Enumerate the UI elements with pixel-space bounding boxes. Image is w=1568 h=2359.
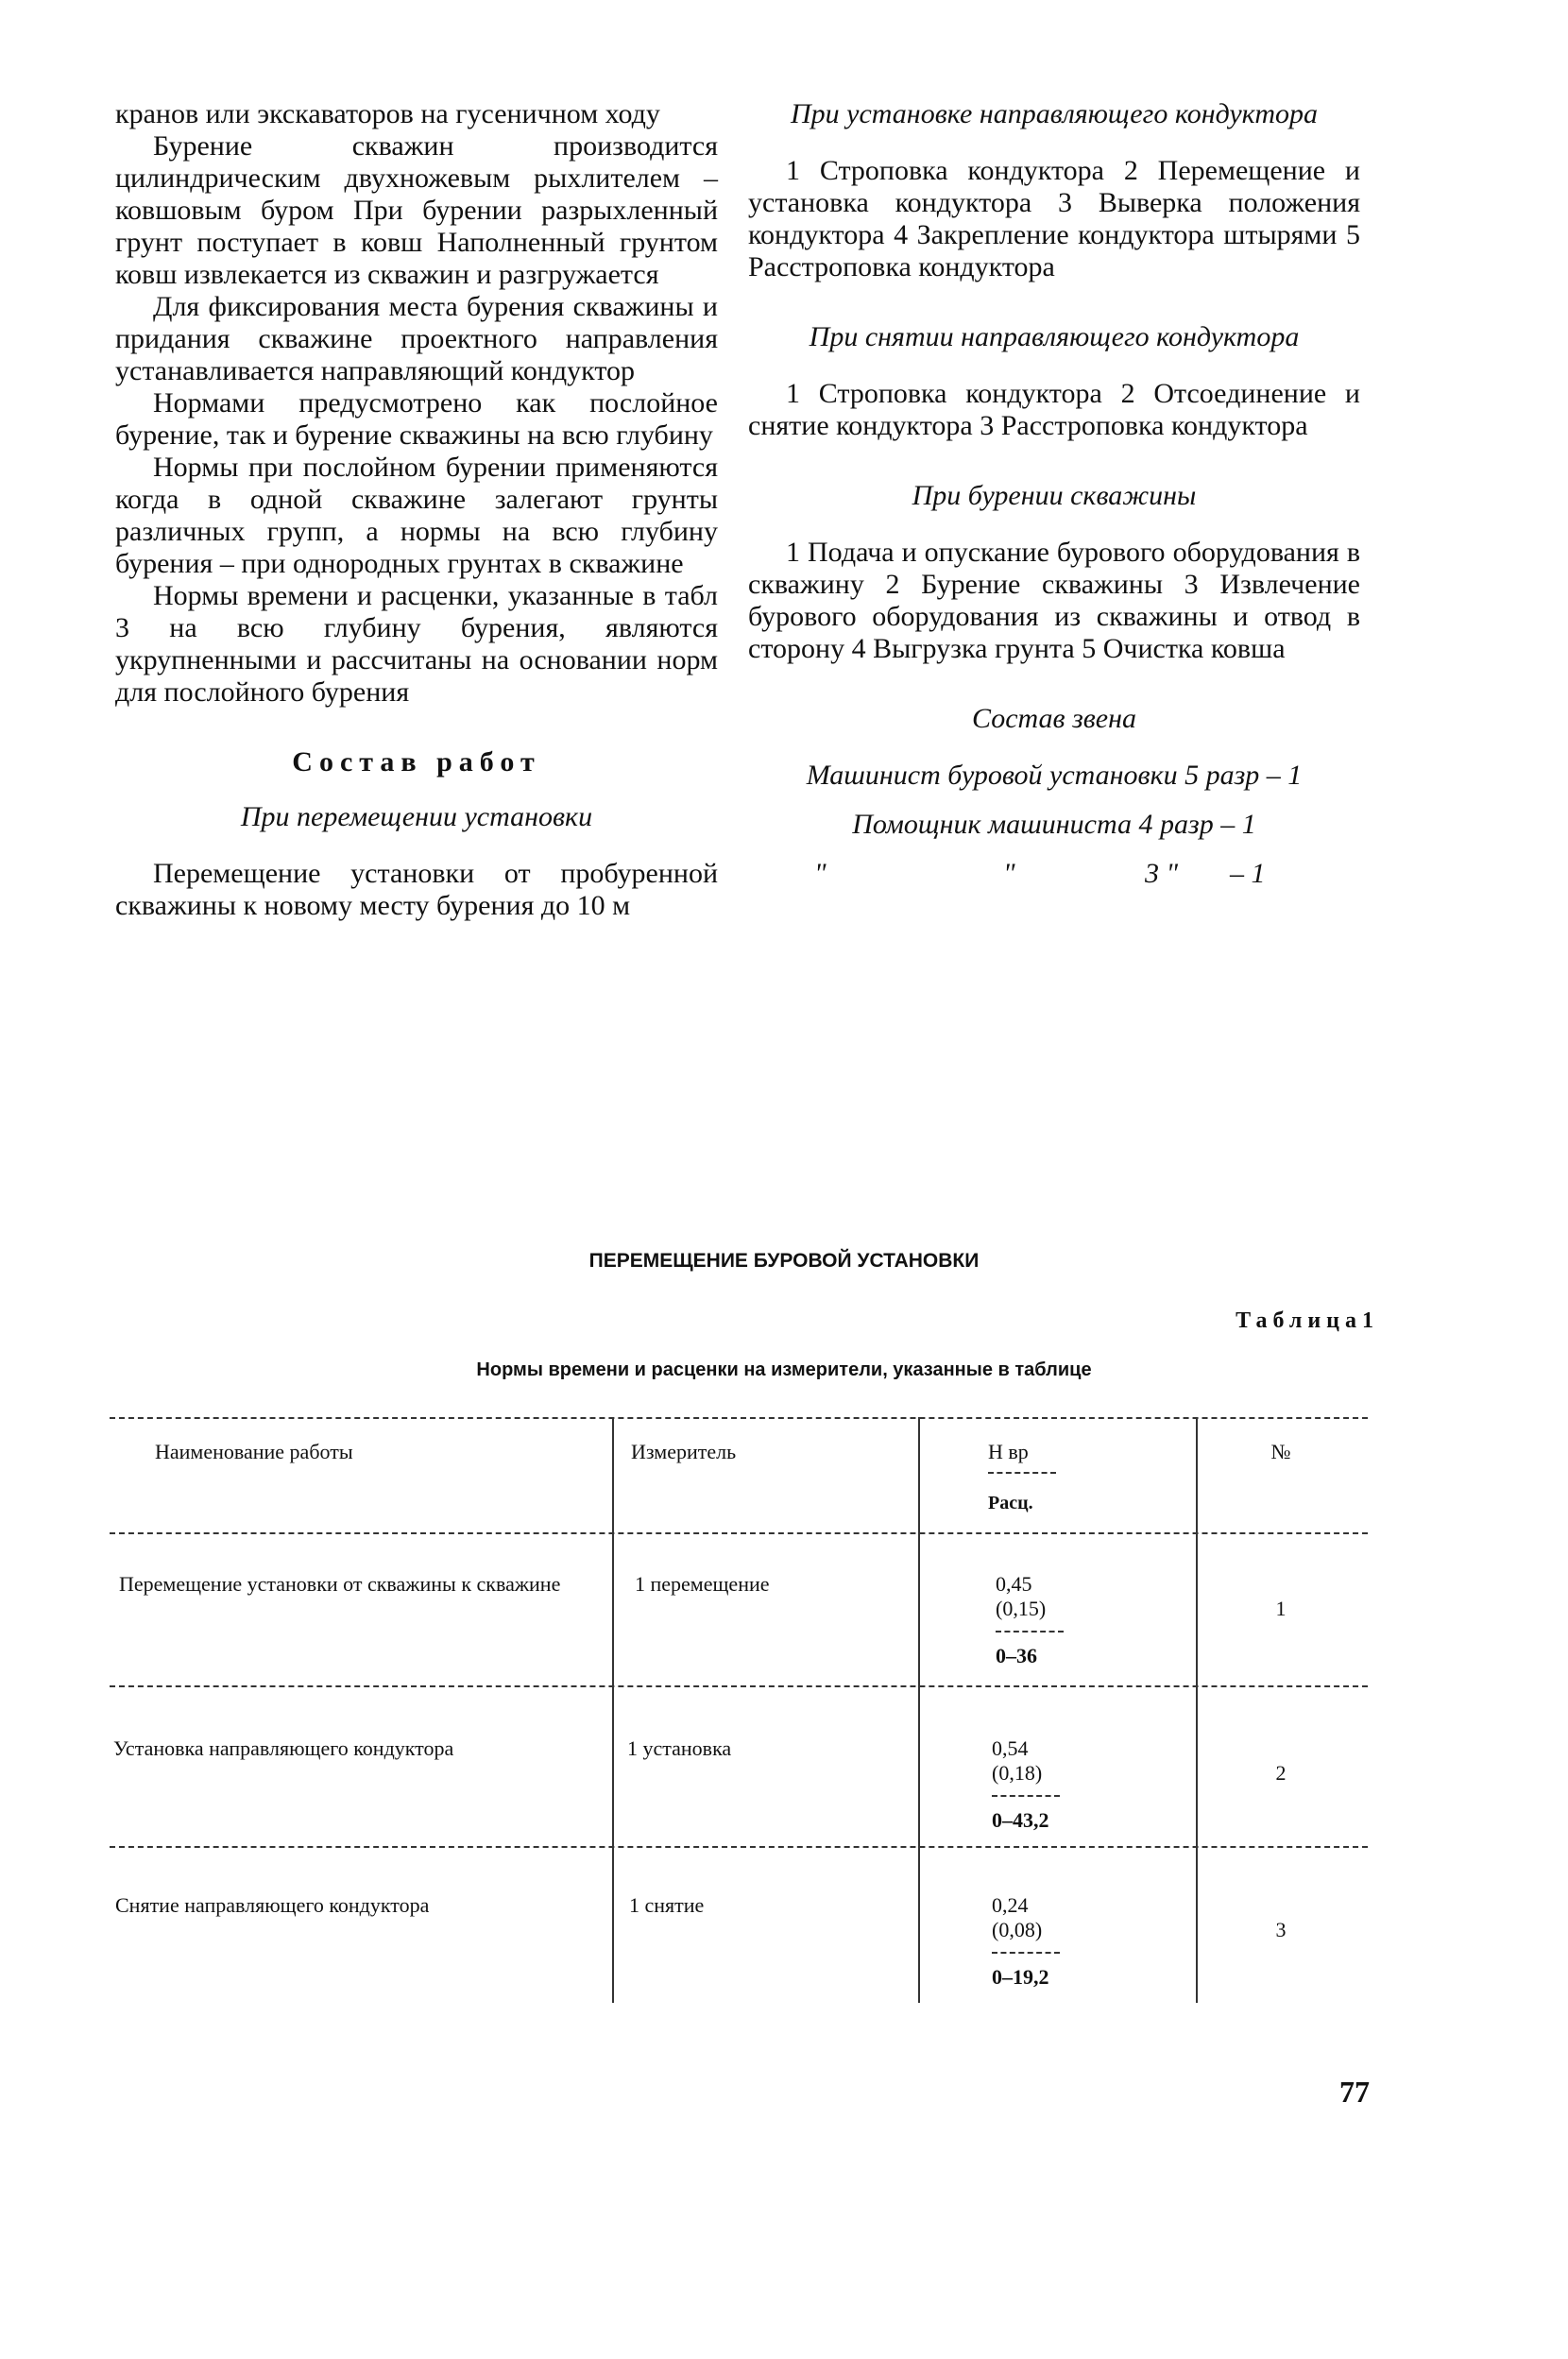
row-rate: 0–43,2 xyxy=(992,1808,1049,1832)
row-norm-machine: (0,18) xyxy=(992,1761,1043,1785)
table-rule xyxy=(110,1532,1368,1534)
crew-count: – 1 xyxy=(1230,858,1266,889)
right-column xyxy=(748,98,1360,890)
row-number: 3 xyxy=(1275,1918,1287,1941)
paragraph: Бурение скважин производится цилиндрическим двухножевым рыхлителем – ковшовым буром При бурении разрыхленный грунт поступает в ковш Наполненный грунтом ковш извлекается из скважин и разгружается xyxy=(115,130,718,290)
paragraph: кранов или экскаваторов на гусеничном ходу xyxy=(115,98,660,129)
table-divider xyxy=(918,1417,920,2003)
fraction-rule xyxy=(992,1795,1060,1797)
subheading: При бурении скважины xyxy=(912,480,1197,511)
row-number: 1 xyxy=(1275,1597,1287,1620)
paragraph: 1 Строповка кондуктора 2 Отсоединение и снятие кондуктора 3 Расстроповка кондуктора xyxy=(748,378,1360,441)
row-norm: 0,24 xyxy=(992,1893,1029,1917)
subheading: При установке направляющего кондуктора xyxy=(790,98,1318,129)
row-norm: 0,54 xyxy=(992,1736,1029,1760)
page-number: 77 xyxy=(1339,2075,1370,2109)
table-rule xyxy=(110,1417,1368,1419)
paragraph: Нормами предусмотрено как послойное бурение, так и бурение скважины на всю глубину xyxy=(115,387,718,451)
subheading: При снятии направляющего кондуктора xyxy=(809,321,1300,352)
row-rate: 0–19,2 xyxy=(992,1965,1049,1989)
header-name: Наименование работы xyxy=(155,1440,353,1463)
header-rate: Расц. xyxy=(988,1493,1033,1513)
table-label: Таблица1 xyxy=(1236,1308,1379,1333)
paragraph: Нормы времени и расценки, указанные в табл 3 на всю глубину бурения, являются укрупненными и рассчитаны на основании норм для послойного бурения xyxy=(115,580,718,708)
paragraph: Нормы при послойном бурении применяются когда в одной скважине залегают грунты различных групп, а нормы на всю глубину бурения – при однородных грунтах в скважине xyxy=(115,452,718,579)
table-divider xyxy=(612,1417,614,2003)
table-divider xyxy=(1196,1417,1198,2003)
header-number: № xyxy=(1270,1440,1291,1463)
paragraph: 1 Строповка кондуктора 2 Перемещение и установка кондуктора 3 Выверка положения кондуктора 4 Закрепление кондуктора штырями 5 Расстроповка кондуктора xyxy=(748,155,1360,282)
row-unit: 1 снятие xyxy=(629,1893,705,1917)
ditto-mark: " xyxy=(1003,858,1015,889)
row-name: Установка направляющего кондуктора xyxy=(113,1736,454,1760)
row-norm-machine: (0,15) xyxy=(996,1597,1047,1620)
paragraph: Для фиксирования места бурения скважины и придания скважине проектного направления устанавливается направляющий кондуктор xyxy=(115,291,718,386)
ditto-mark: " xyxy=(814,858,827,889)
section-heading: Состав работ xyxy=(292,746,541,778)
crew-line: Помощник машиниста 4 разр – 1 xyxy=(852,809,1256,840)
norms-table xyxy=(110,1417,1368,2003)
row-norm: 0,45 xyxy=(996,1572,1032,1596)
paragraph: Перемещение установки от пробуренной скважины к новому месту бурения до 10 м xyxy=(115,858,718,921)
row-unit: 1 установка xyxy=(627,1736,732,1760)
table-caption: Нормы времени и расценки на измерители, указанные в таблице xyxy=(476,1359,1092,1380)
row-unit: 1 перемещение xyxy=(635,1572,770,1596)
row-number: 2 xyxy=(1275,1761,1287,1785)
row-name: Снятие направляющего кондуктора xyxy=(115,1893,430,1917)
row-name: Перемещение установки от скважины к скважине xyxy=(119,1572,561,1596)
header-norm: Н вр xyxy=(988,1440,1029,1463)
table-rule xyxy=(110,1685,1368,1687)
row-norm-machine: (0,08) xyxy=(992,1918,1043,1941)
crew-grade: 3 " xyxy=(1145,858,1179,889)
fraction-rule xyxy=(988,1472,1056,1474)
paragraph: 1 Подача и опускание бурового оборудования в скважину 2 Бурение скважины 3 Извлечение бурового оборудования из скважины и отвод в сторону 4 Выгрузка грунта 5 Очистка ковша xyxy=(748,537,1360,664)
row-rate: 0–36 xyxy=(996,1644,1037,1667)
subheading: При перемещении установки xyxy=(240,801,593,832)
crew-line xyxy=(748,858,1360,890)
table-rule xyxy=(110,1846,1368,1848)
table-title: ПЕРЕМЕЩЕНИЕ БУРОВОЙ УСТАНОВКИ xyxy=(588,1250,980,1272)
crew-line: Машинист буровой установки 5 разр – 1 xyxy=(806,760,1303,791)
header-unit: Измеритель xyxy=(631,1440,737,1463)
crew-heading: Состав звена xyxy=(971,703,1136,734)
fraction-rule xyxy=(992,1952,1060,1954)
left-column xyxy=(115,98,718,922)
fraction-rule xyxy=(996,1631,1064,1632)
